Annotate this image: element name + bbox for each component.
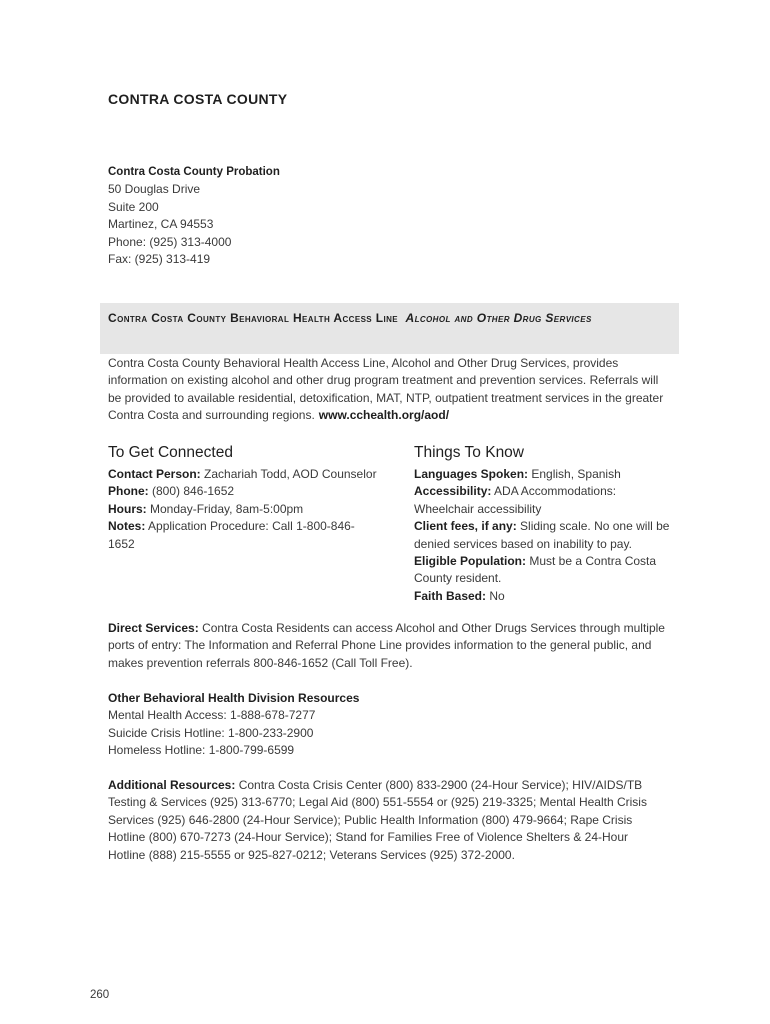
things-to-know-section [414, 444, 676, 605]
hours-label: Hours: [108, 501, 147, 516]
languages [414, 466, 676, 483]
program-title-main: Contra Costa County Behavioral Health Access Line [108, 311, 399, 325]
notes-label: Notes: [108, 519, 146, 534]
additional-resources-text: Contra Costa Crisis Center (800) 833-2900 (24-Hour Service); HIV/AIDS/TB Testing & Services (925) 313-6770; Legal Aid (800) 551-5554 or (925) 219-3325; Mental Health Crisis Services (925) 646-2800 (24-Hour Service); Public Health Information (800) 479-9664; Rape Crisis Hotline (800) 670-7273 (24-Hour Service); Stand for Families Free of Violence Shelters & 24-Hour Hotline (888) 215-5555 or 925-827-0212; Veterans Services (925) 372-2000. [108, 778, 647, 862]
office-name: Contra Costa County Probation [108, 166, 280, 178]
office-fax: Fax: (925) 313-419 [108, 252, 211, 267]
eligible-label: Eligible Population: [414, 554, 526, 569]
faith-value: No [486, 588, 505, 603]
page-number: 260 [90, 989, 110, 1001]
website-link[interactable]: www.cchealth.org/aod/ [318, 408, 450, 423]
other-resources-title: Other Behavioral Health Division Resources [108, 691, 360, 705]
office-address-block [108, 164, 408, 268]
contact-value: Zachariah Todd, AOD Counselor [200, 467, 377, 481]
notes-value: Application Procedure: Call 1-800-846-1652 [108, 519, 355, 551]
things-to-know-heading: Things To Know [414, 444, 524, 461]
get-connected-section [108, 444, 378, 553]
eligible-value: Must be a Contra Costa County resident. [414, 554, 657, 586]
accessibility-value: ADA Accommodations: Wheelchair accessibility [414, 484, 617, 516]
address-line: Suite 200 [108, 199, 159, 214]
direct-services-label: Direct Services: [108, 621, 199, 635]
hours-value: Monday-Friday, 8am-5:00pm [146, 501, 304, 516]
accessibility-label: Accessibility: [414, 484, 492, 499]
faith-label: Faith Based: [414, 588, 487, 603]
address-line: Martinez, CA 94553 [108, 217, 214, 232]
contact-person [108, 466, 378, 483]
notes [108, 518, 378, 553]
phone-value: (800) 846-1652 [148, 484, 235, 499]
client-fees [414, 518, 676, 553]
direct-services-text: Contra Costa Residents can access Alcohol and Other Drugs Services through multiple ports of entry: The Information and Referral Phone Line provides information to the general public, and makes prevention referrals 800-846-1652 (Call Toll Free). [108, 621, 665, 670]
faith-based [414, 588, 676, 605]
languages-label: Languages Spoken: [414, 467, 529, 481]
office-phone: Phone: (925) 313-4000 [108, 234, 232, 249]
direct-services [108, 620, 668, 672]
county-title: CONTRA COSTA COUNTY [108, 91, 288, 107]
get-connected-heading: To Get Connected [108, 444, 233, 461]
accessibility [414, 483, 676, 518]
program-title-italic: Alcohol and Other Drug Services [405, 311, 592, 325]
contact-phone [108, 483, 378, 500]
additional-resources-label: Additional Resources: [108, 778, 236, 792]
description-text: Contra Costa County Behavioral Health Access Line, Alcohol and Other Drug Services, provides information on existing alcohol and other drug program treatment and prevention services. Referrals will be provided to available residential, detoxification, MAT, NTP, outpatient treatment services in the greater Contra Costa and surrounding regions. [108, 356, 664, 423]
languages-value: English, Spanish [528, 467, 621, 481]
contact-label: Contact Person: [108, 467, 201, 481]
eligible-population [414, 553, 676, 588]
resource-line: Homeless Hotline: 1-800-799-6599 [108, 743, 295, 758]
address-line: 50 Douglas Drive [108, 182, 201, 197]
additional-resources [108, 777, 668, 864]
resource-line: Mental Health Access: 1-888-678-7277 [108, 708, 316, 723]
resource-line: Suicide Crisis Hotline: 1-800-233-2900 [108, 725, 314, 740]
program-title [108, 308, 678, 328]
fees-value: Sliding scale. No one will be denied services based on inability to pay. [414, 519, 670, 551]
phone-label: Phone: [108, 484, 149, 499]
program-description [108, 355, 668, 425]
fees-label: Client fees, if any: [414, 519, 517, 534]
other-resources [108, 690, 668, 760]
hours [108, 501, 378, 518]
